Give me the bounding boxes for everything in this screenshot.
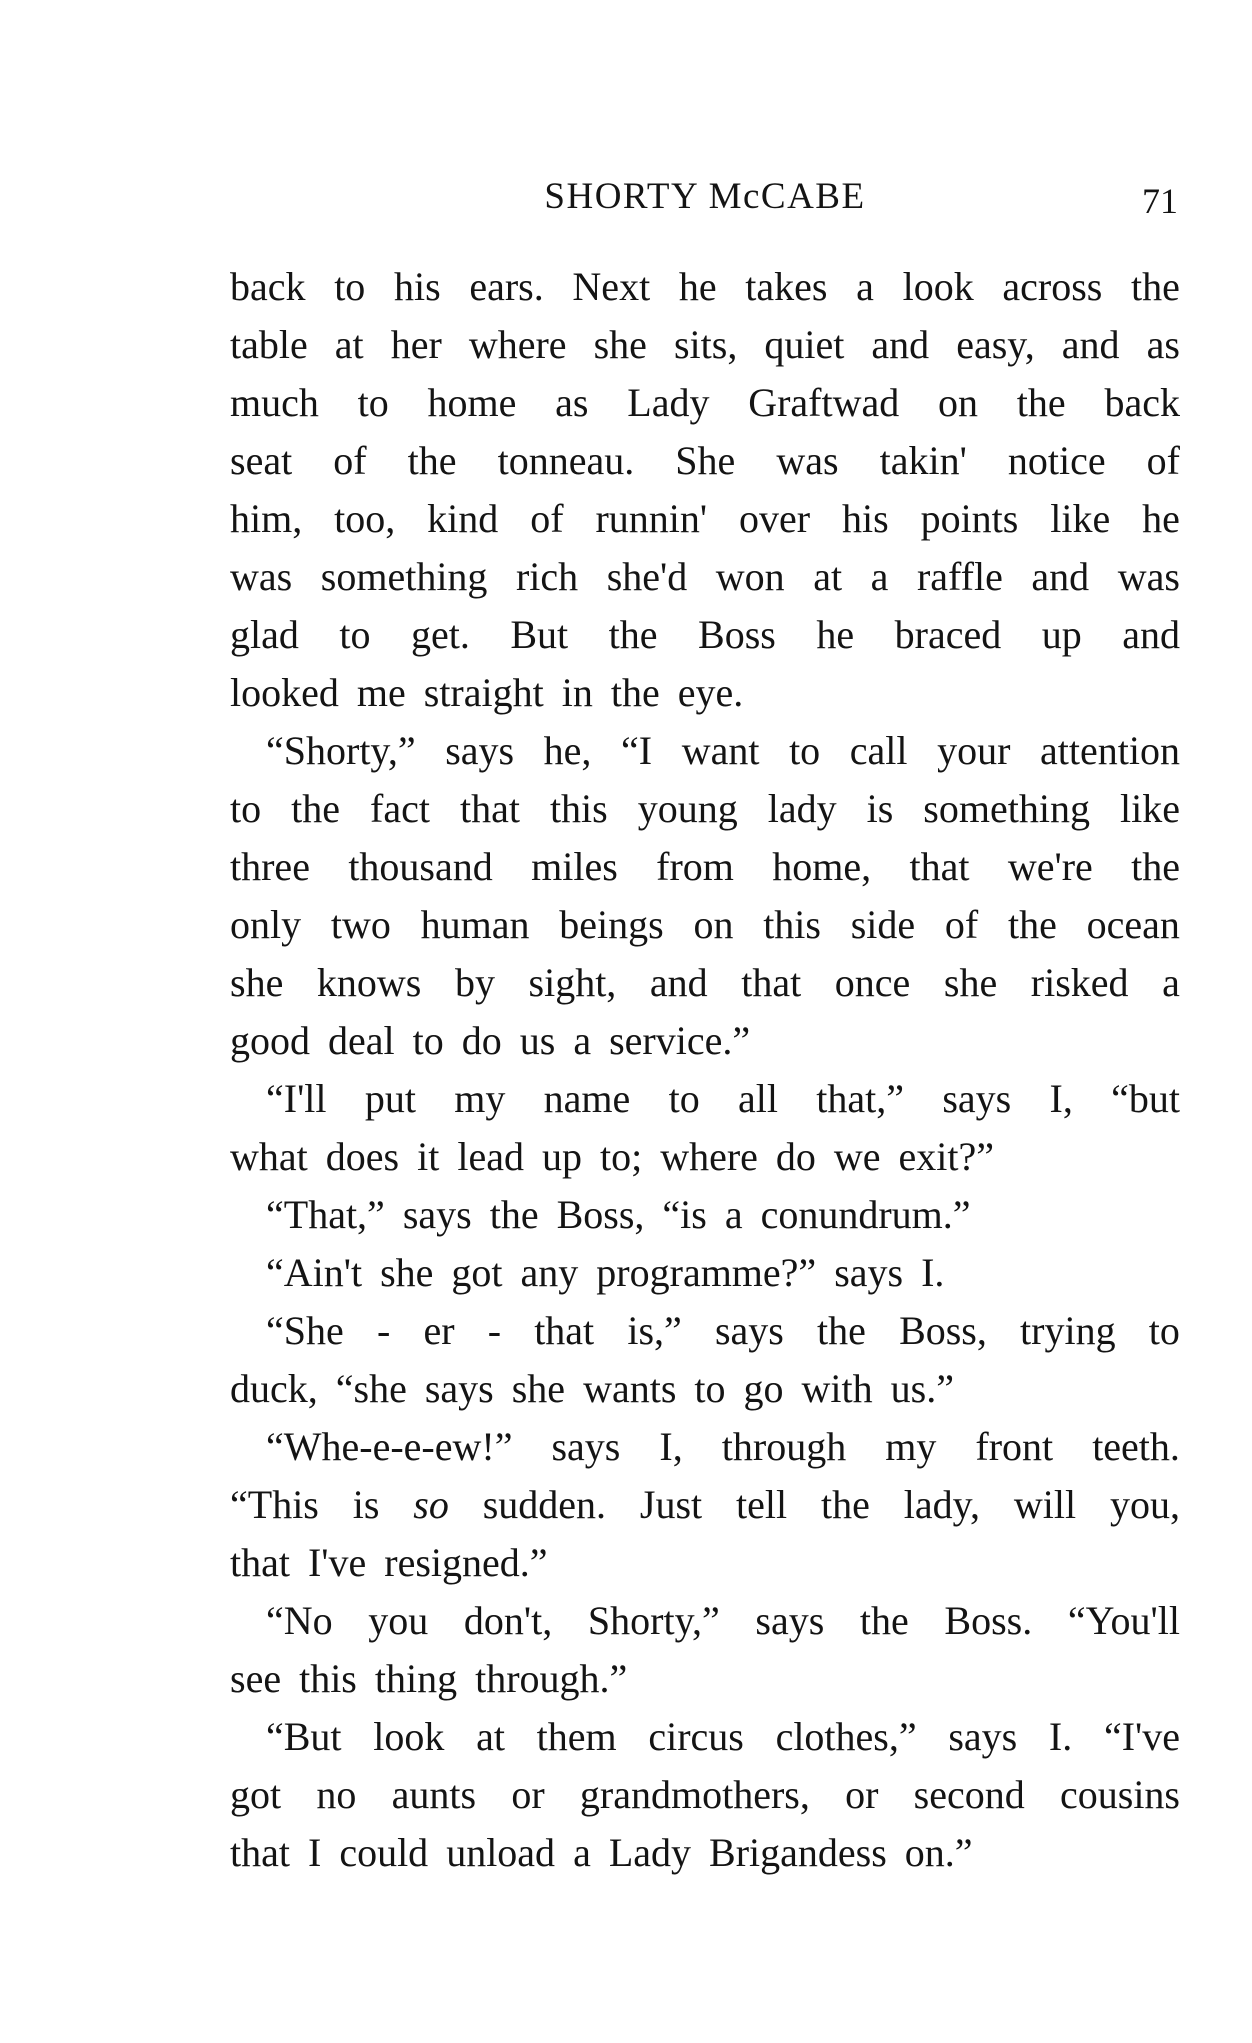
word: in [561, 670, 593, 715]
word: do [461, 1018, 502, 1063]
word: sight, [528, 960, 617, 1005]
word: a [870, 554, 889, 599]
word: he, [543, 728, 592, 773]
page-number: 71 [1142, 181, 1178, 221]
word: lady [767, 786, 837, 831]
word: says [445, 728, 515, 773]
text-line [230, 1650, 1180, 1708]
word: back [230, 264, 306, 309]
word: us [519, 1018, 556, 1063]
word: Brigandess [709, 1830, 887, 1875]
word: of [530, 496, 564, 541]
word: from [656, 844, 734, 889]
word: says [834, 1250, 904, 1295]
word: Boss. [944, 1598, 1033, 1643]
word: is [352, 1482, 380, 1527]
text-line [230, 1534, 1180, 1592]
word: conundrum.” [760, 1192, 971, 1237]
word: a [573, 1018, 592, 1063]
word: see [230, 1656, 282, 1701]
word: the [1131, 844, 1180, 889]
word: that [909, 844, 970, 889]
text-line [230, 896, 1180, 954]
word: two [330, 902, 391, 947]
word: - [376, 1308, 391, 1353]
word: look [373, 1714, 445, 1759]
word: want [681, 728, 760, 773]
word: to; [599, 1134, 643, 1179]
word: to [357, 380, 389, 425]
word: deal [328, 1018, 395, 1063]
word: trying [1020, 1308, 1116, 1353]
word: quiet [764, 322, 845, 367]
word: a [724, 1192, 743, 1237]
word: I, [659, 1424, 683, 1469]
word: notice [1007, 438, 1106, 483]
word: no [316, 1772, 357, 1817]
word: home, [772, 844, 872, 889]
word: his [393, 264, 441, 309]
word: three [230, 844, 310, 889]
word: thousand [348, 844, 493, 889]
word: she [943, 960, 998, 1005]
text-line [230, 1128, 1180, 1186]
word: call [849, 728, 908, 773]
word: takin' [879, 438, 967, 483]
word: programme?” [596, 1250, 817, 1295]
word: the [817, 1308, 866, 1353]
word: so [413, 1482, 449, 1527]
word: attention [1040, 728, 1180, 773]
word: as [555, 380, 589, 425]
word: aunts [391, 1772, 477, 1817]
word: I've [307, 1540, 367, 1585]
word: ocean [1086, 902, 1180, 947]
word: got [230, 1772, 282, 1817]
word: look [902, 264, 974, 309]
word: she [230, 960, 284, 1005]
word: “but [1111, 1076, 1180, 1121]
word: says [948, 1714, 1018, 1759]
word: the [859, 1598, 909, 1643]
word: service.” [609, 1018, 751, 1063]
word: Graftwad [748, 380, 900, 425]
word: over [738, 496, 811, 541]
word: says [402, 1192, 472, 1237]
word: to [694, 1366, 726, 1411]
word: too, [334, 496, 396, 541]
word: grandmothers, [579, 1772, 810, 1817]
word: us.” [890, 1366, 954, 1411]
text-line [230, 316, 1180, 374]
word: Boss, [556, 1192, 645, 1237]
word: of [333, 438, 367, 483]
text-line [230, 1070, 1180, 1128]
word: - [487, 1308, 502, 1353]
word: my [885, 1424, 937, 1469]
word: your [937, 728, 1011, 773]
word: lead [457, 1134, 524, 1179]
text-line [230, 780, 1180, 838]
word: across [1002, 264, 1103, 309]
word: to [339, 612, 371, 657]
word: I. [1048, 1714, 1073, 1759]
word: it [417, 1134, 440, 1179]
word: But [510, 612, 569, 657]
word: don't, [463, 1598, 553, 1643]
word: and [1061, 322, 1120, 367]
word: “That,” [266, 1192, 385, 1237]
word: that [741, 960, 802, 1005]
word: do [775, 1134, 816, 1179]
word: that,” [816, 1076, 905, 1121]
word: “Ain't [266, 1250, 363, 1295]
word: “I've [1103, 1714, 1180, 1759]
word: and [649, 960, 708, 1005]
text-line [230, 1360, 1180, 1418]
word: once [834, 960, 911, 1005]
word: unload [446, 1830, 556, 1875]
word: was [776, 438, 839, 483]
word: my [454, 1076, 506, 1121]
word: Boss [698, 612, 776, 657]
word: miles [531, 844, 618, 889]
word: by [454, 960, 495, 1005]
word: get. [411, 612, 470, 657]
word: Lady [608, 1830, 692, 1875]
word: the [1016, 380, 1066, 425]
word: much [230, 380, 319, 425]
word: knows [316, 960, 422, 1005]
word: to [230, 786, 262, 831]
word: where [468, 322, 567, 367]
word: the [820, 1482, 870, 1527]
word: a [573, 1830, 591, 1875]
word: says [942, 1076, 1012, 1121]
word: I. [921, 1250, 945, 1295]
word: a [856, 264, 874, 309]
word: him, [230, 496, 303, 541]
word: cousins [1060, 1772, 1180, 1817]
word: something [320, 554, 488, 599]
word: braced [894, 612, 1002, 657]
body-text [230, 258, 1180, 1882]
word: them [536, 1714, 617, 1759]
word: “She [266, 1308, 344, 1353]
text-line [230, 1766, 1180, 1824]
word: clothes,” [775, 1714, 917, 1759]
word: “You'll [1067, 1598, 1180, 1643]
word: up [541, 1134, 582, 1179]
word: human [420, 902, 530, 947]
word: rich [515, 554, 579, 599]
word: fact [370, 786, 430, 831]
word: was [1117, 554, 1180, 599]
word: “No [266, 1598, 333, 1643]
text-line [230, 954, 1180, 1012]
word: at [334, 322, 364, 367]
word: this [299, 1656, 357, 1701]
word: back [1104, 380, 1180, 425]
word: through [721, 1424, 847, 1469]
word: or [845, 1772, 879, 1817]
word: what [230, 1134, 308, 1179]
word: young [637, 786, 738, 831]
word: second [913, 1772, 1025, 1817]
text-line [230, 838, 1180, 896]
word: to [1148, 1308, 1180, 1353]
word: to [668, 1076, 700, 1121]
word: “she [335, 1366, 407, 1411]
word: and [1122, 612, 1180, 657]
word: resigned.” [384, 1540, 548, 1585]
word: tell [736, 1482, 788, 1527]
word: she [380, 1250, 434, 1295]
word: teeth. [1092, 1424, 1180, 1469]
word: like [1050, 496, 1111, 541]
text-line [230, 664, 1180, 722]
word: only [230, 902, 302, 947]
text-line [230, 258, 1180, 316]
word: does [325, 1134, 400, 1179]
word: won [715, 554, 785, 599]
word: something [923, 786, 1090, 831]
word: could [339, 1830, 429, 1875]
word: and [871, 322, 930, 367]
word: raffle [916, 554, 1003, 599]
word: all [738, 1076, 778, 1121]
word: straight [423, 670, 544, 715]
word: that [534, 1308, 595, 1353]
word: like [1119, 786, 1180, 831]
word: this [549, 786, 608, 831]
word: she [511, 1366, 566, 1411]
word: duck, [230, 1366, 318, 1411]
text-line [230, 374, 1180, 432]
word: with [801, 1366, 873, 1411]
text-line [230, 490, 1180, 548]
word: the [407, 438, 457, 483]
word: home [427, 380, 517, 425]
word: he [678, 264, 717, 309]
text-line [230, 548, 1180, 606]
word: is,” [627, 1308, 682, 1353]
word: any [520, 1250, 579, 1295]
word: “is [662, 1192, 707, 1237]
word: ears. [469, 264, 544, 309]
word: “This [230, 1482, 319, 1527]
word: to [789, 728, 821, 773]
word: She [675, 438, 736, 483]
word: circus [648, 1714, 744, 1759]
text-line [230, 1012, 1180, 1070]
word: “Whe-e-e-ew!” [266, 1424, 513, 1469]
text-line [230, 1244, 1180, 1302]
word: on.” [904, 1830, 973, 1875]
word: “Shorty,” [266, 728, 416, 773]
word: we're [1007, 844, 1093, 889]
word: looked [230, 670, 339, 715]
text-line [230, 606, 1180, 664]
word: runnin' [595, 496, 708, 541]
word: a [1162, 960, 1180, 1005]
word: good [230, 1018, 310, 1063]
word: the [1131, 264, 1180, 309]
text-line [230, 432, 1180, 490]
running-head [230, 172, 1180, 222]
word: or [511, 1772, 545, 1817]
word: exit?” [898, 1134, 995, 1179]
word: seat [230, 438, 293, 483]
word: of [1146, 438, 1180, 483]
word: you [368, 1598, 429, 1643]
word: glad [230, 612, 299, 657]
word: “But [266, 1714, 342, 1759]
word: we [833, 1134, 881, 1179]
word: tonneau. [497, 438, 635, 483]
word: through.” [475, 1656, 628, 1701]
word: you, [1109, 1482, 1180, 1527]
word: the [489, 1192, 539, 1237]
word: that [230, 1830, 290, 1875]
word: table [230, 322, 308, 367]
text-line [230, 1186, 1180, 1244]
word: wants [583, 1366, 677, 1411]
word: her [390, 322, 442, 367]
word: up [1041, 612, 1082, 657]
text-line [230, 1708, 1180, 1766]
text-line [230, 1592, 1180, 1650]
word: I [307, 1830, 322, 1875]
word: sudden. [482, 1482, 607, 1527]
word: the [1008, 902, 1057, 947]
word: at [813, 554, 843, 599]
word: put [364, 1076, 416, 1121]
word: says [551, 1424, 621, 1469]
word: lady, [903, 1482, 980, 1527]
word: Just [639, 1482, 703, 1527]
word: that [459, 786, 520, 831]
word: Shorty,” [587, 1598, 720, 1643]
word: eye. [677, 670, 744, 715]
word: got [451, 1250, 503, 1295]
word: to [412, 1018, 444, 1063]
word: beings [559, 902, 664, 947]
text-line [230, 1302, 1180, 1360]
word: Boss, [899, 1308, 987, 1353]
word: the [610, 670, 660, 715]
word: front [975, 1424, 1054, 1469]
word: that [230, 1540, 290, 1585]
word: risked [1030, 960, 1129, 1005]
text-line [230, 1824, 1180, 1882]
word: Lady [627, 380, 710, 425]
word: she'd [606, 554, 688, 599]
word: “I [621, 728, 653, 773]
word: er [423, 1308, 455, 1353]
word: he [1142, 496, 1180, 541]
word: where [660, 1134, 758, 1179]
word: name [543, 1076, 631, 1121]
text-line [230, 722, 1180, 780]
word: “I'll [266, 1076, 327, 1121]
word: says [424, 1366, 494, 1411]
word: of [944, 902, 979, 947]
word: this [763, 902, 821, 947]
word: the [608, 612, 658, 657]
word: is [866, 786, 894, 831]
word: at [476, 1714, 505, 1759]
word: on [693, 902, 734, 947]
text-line [230, 1418, 1180, 1476]
word: easy, [956, 322, 1035, 367]
word: was [230, 554, 293, 599]
word: and [1031, 554, 1090, 599]
word: points [920, 496, 1019, 541]
word: he [816, 612, 855, 657]
word: the [291, 786, 340, 831]
word: to [334, 264, 366, 309]
word: his [841, 496, 889, 541]
word: Next [572, 264, 651, 309]
word: on [938, 380, 979, 425]
word: kind [427, 496, 499, 541]
word: says [755, 1598, 825, 1643]
running-title: SHORTY McCABE [544, 176, 866, 217]
word: says [714, 1308, 784, 1353]
word: she [593, 322, 647, 367]
word: sits, [673, 322, 738, 367]
word: as [1146, 322, 1180, 367]
word: takes [745, 264, 828, 309]
word: will [1013, 1482, 1077, 1527]
word: side [850, 902, 916, 947]
word: go [743, 1366, 784, 1411]
word: I, [1049, 1076, 1073, 1121]
word: thing [374, 1656, 458, 1701]
word: me [356, 670, 406, 715]
text-line [230, 1476, 1180, 1534]
